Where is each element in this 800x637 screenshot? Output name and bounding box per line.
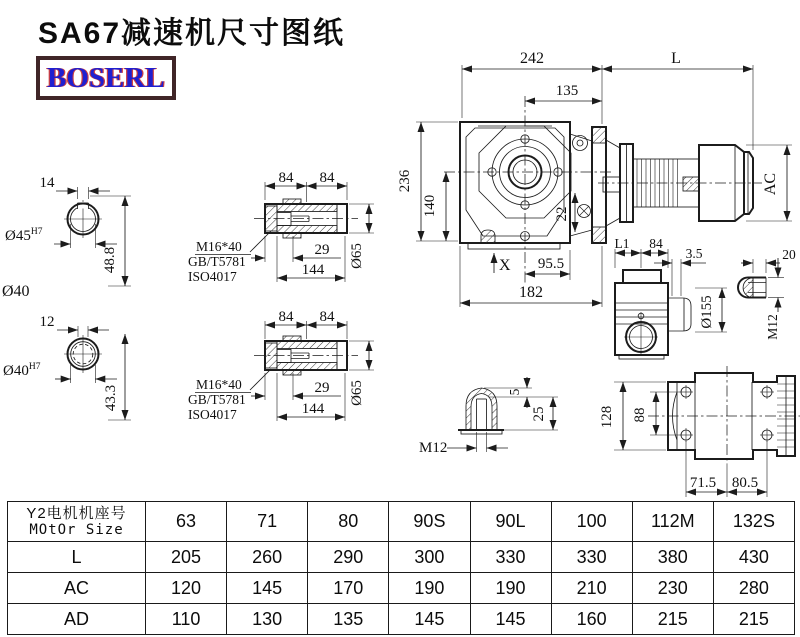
dim-bore-2: $Ø40^{H7}$ [3,362,41,379]
row-label-AC: AC [8,573,146,604]
label-bolt-iso-1: ISO4017 [188,269,237,284]
dim-5: 5 [507,388,522,396]
dim-22: 22 [554,206,570,222]
col-80: 80 [308,502,389,542]
page-title: SA67减速机尺寸图纸 [38,17,346,50]
dim-88: 88 [632,407,648,423]
dim-keyway-width-2: 12 [39,314,55,330]
label-bolt-iso-2: ISO4017 [188,407,237,422]
dim-20: 20 [782,247,796,262]
header-motor-size-cn: Y2电机机座号 [26,505,127,522]
cell-AC-3: 190 [389,573,470,604]
header-motor-size-en: MOtOr Size [29,522,124,538]
cell-AD-4: 145 [470,604,551,635]
dim-155: Ø155 [699,295,715,329]
side-view [615,236,797,359]
table-row-L [8,542,795,573]
cell-AD-6: 215 [632,604,713,635]
brand-logo: BOSERL [36,56,176,100]
cell-AC-5: 210 [551,573,632,604]
col-90s: 90S [389,502,470,542]
cell-AD-0: 110 [146,604,227,635]
dim-key-height-1: 48.8 [102,246,118,274]
dim-shaft-29: 29 [314,242,330,258]
cell-AC-6: 230 [632,573,713,604]
table-header-row [8,502,795,542]
dim-135: 135 [555,83,579,99]
cell-AD-1: 130 [227,604,308,635]
dim-140: 140 [422,194,438,218]
dim-AC: AC [762,172,779,196]
dim-keyway-width-1: 14 [39,175,55,191]
cell-AD-5: 160 [551,604,632,635]
dim-128: 128 [599,405,615,429]
col-90l: 90L [470,502,551,542]
dim-71-5: 71.5 [689,475,717,491]
cell-L-3: 300 [389,542,470,573]
label-bolt-gb-2: GB/T5781 [188,392,246,407]
col-63: 63 [146,502,227,542]
cell-AD-2: 135 [308,604,389,635]
col-100: 100 [551,502,632,542]
cell-L-2: 290 [308,542,389,573]
label-bolt-spec-1: M16*40 [196,239,242,254]
cell-L-5: 330 [551,542,632,573]
motor-size-table [7,501,795,635]
dim-shaft-144-2: 144 [301,401,325,417]
dim-shaft-84c: 84 [278,309,294,325]
dim-m12-bottom: M12 [419,440,448,456]
dim-80-5: 80.5 [731,475,759,491]
label-bolt-spec-2: M16*40 [196,377,242,392]
cell-AC-7: 280 [713,573,794,604]
cell-AC-0: 120 [146,573,227,604]
main-front-view [397,50,792,307]
row-label-AD: AD [8,604,146,635]
cell-AD-7: 215 [713,604,794,635]
dim-95-5: 95.5 [537,256,565,272]
dim-m12-side: M12 [765,314,780,340]
plug-detail-view [419,377,558,456]
dim-L1: L1 [614,236,630,251]
col-71: 71 [227,502,308,542]
col-132s: 132S [713,502,794,542]
cell-AC-1: 145 [227,573,308,604]
col-112m: 112M [632,502,713,542]
header-motor-size [8,502,146,542]
dim-key-height-2: 43.3 [103,384,119,412]
cell-L-6: 380 [632,542,713,573]
dim-3-5: 3.5 [685,246,703,261]
dim-shaft-84b: 84 [319,170,335,186]
dim-84-side: 84 [649,236,663,251]
dim-L: L [671,50,681,67]
bore-view-45h7 [2,175,131,300]
dim-25: 25 [531,406,547,422]
dim-242: 242 [520,50,544,67]
table-row-AC [8,573,795,604]
row-label-L: L [8,542,146,573]
cell-L-7: 430 [713,542,794,573]
cell-AC-2: 170 [308,573,389,604]
cell-AC-4: 190 [470,573,551,604]
table-row-AD [8,604,795,635]
label-bolt-gb-1: GB/T5781 [188,254,246,269]
dim-shaft-29-2: 29 [314,380,330,396]
cell-L-0: 205 [146,542,227,573]
dim-236: 236 [397,169,413,193]
label-X: X [499,257,511,274]
dim-shaft-dia-2: Ø65 [349,380,365,406]
dim-shaft-84a: 84 [278,170,294,186]
cell-L-1: 260 [227,542,308,573]
dim-182: 182 [519,284,543,301]
cell-L-4: 330 [470,542,551,573]
dim-shaft-144: 144 [301,262,325,278]
top-plan-view [599,366,800,497]
dim-bore-1: $Ø45^{H7}$ [5,227,43,244]
hollow-shaft-view-bottom [188,309,374,422]
label-shaft-dia: Ø40 [2,283,30,300]
hollow-shaft-view-top [188,170,374,284]
cell-AD-3: 145 [389,604,470,635]
dim-shaft-dia-1: Ø65 [349,243,365,269]
dim-shaft-84d: 84 [319,309,335,325]
bore-view-40h7 [3,314,131,420]
